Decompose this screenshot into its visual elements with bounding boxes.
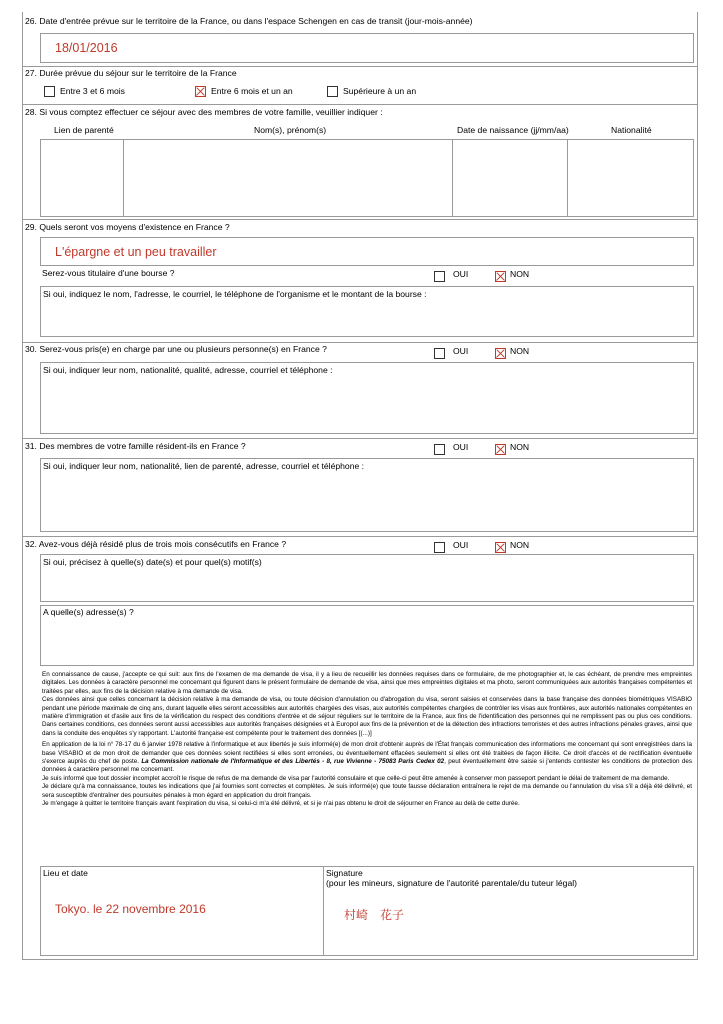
q28-col-relationship: Lien de parenté: [54, 125, 114, 135]
q31-no-checkbox[interactable]: [495, 444, 506, 455]
q27-option-over-1-year: Supérieure à un an: [343, 86, 417, 96]
legal-paragraph-cnil: [42, 741, 692, 775]
divider: [22, 66, 698, 67]
q30-no-checkbox[interactable]: [495, 348, 506, 359]
divider: [22, 219, 698, 220]
divider: [22, 342, 698, 343]
signature-value: 村崎 花子: [344, 908, 405, 922]
divider: [22, 536, 698, 537]
q31-details-label: Si oui, indiquer leur nom, nationalité, lien de parenté, adresse, courriel et téléphone :: [43, 461, 365, 471]
q28-col-name: Nom(s), prénom(s): [254, 125, 327, 135]
q28-cell-relationship[interactable]: [40, 139, 124, 217]
q29-scholarship-question: Serez-vous titulaire d'une bourse ?: [42, 268, 175, 278]
legal-text: En application de la loi n° 78-17 du 6 janvier 1978 relative à l'informatique et aux libertés je suis informé(e) de mon droit d'obtenir auprès de l'État français communication des informations me concernant qui sont enregistrées dans la base VISABIO et de mon droit de demander que ces données soient rectifiées si elles sont erronées, ou éventuellement effacées seulement si elles ont été traitées de façon illicite. Ce droit d'accès et de rectification éventuelle s'exerce auprès du chef de poste.: [42, 741, 692, 766]
legal-paragraph: En connaissance de cause, j'accepte ce qui suit: aux fins de l'examen de ma demande de visa, il y a lieu de recueillir les données requises dans ce formulaire, de me photographier et, le cas échéant, de prendre mes empreintes digitales. Les données à caractère personnel me concernant qui figurent dans le présent formulaire de demande de visa, ainsi que mes empreintes digitales et ma photo, seront communiquées aux autorités françaises compétentes et traitées par elles, aux fins de la décision relative à ma demande de visa.: [42, 671, 692, 695]
q31-yes-checkbox[interactable]: [434, 444, 445, 455]
q28-cell-birthdate[interactable]: [452, 139, 568, 217]
q29-label: 29. Quels seront vos moyens d'existence en France ?: [25, 222, 230, 232]
q32-label: 32. Avez-vous déjà résidé plus de trois mois consécutifs en France ?: [25, 539, 287, 549]
q27-checkbox-over-1-year[interactable]: [327, 86, 338, 97]
q29-means-value: L'épargne et un peu travailler: [55, 245, 217, 259]
q27-checkbox-3-6-months[interactable]: [44, 86, 55, 97]
q30-no-label: NON: [510, 346, 530, 356]
legal-notice: [42, 671, 692, 809]
q32-no-checkbox[interactable]: [495, 542, 506, 553]
q27-label: 27. Durée prévue du séjour sur le territoire de la France: [25, 68, 237, 78]
q32-no-label: NON: [510, 540, 530, 550]
q31-label: 31. Des membres de votre famille résident-ils en France ?: [25, 441, 246, 451]
q28-cell-name[interactable]: [123, 139, 453, 217]
q30-label: 30. Serez-vous pris(e) en charge par une ou plusieurs personne(s) en France ?: [25, 344, 327, 354]
q28-label: 28. Si vous comptez effectuer ce séjour avec des membres de votre famille, veuillier indiquer :: [25, 107, 383, 117]
q29-scholarship-details-label: Si oui, indiquez le nom, l'adresse, le courriel, le téléphone de l'organisme et le montant de la bourse :: [43, 289, 427, 299]
q30-yes-checkbox[interactable]: [434, 348, 445, 359]
q29-no-checkbox[interactable]: [495, 271, 506, 282]
q32-address-label: A quelle(s) adresse(s) ?: [43, 607, 134, 617]
q26-entry-date-field[interactable]: [40, 33, 694, 63]
place-date-label: Lieu et date: [43, 868, 88, 878]
q32-dates-reasons-label: Si oui, précisez à quelle(s) date(s) et pour quel(s) motif(s): [43, 557, 262, 567]
q32-address-field[interactable]: [40, 605, 694, 666]
q30-yes-label: OUI: [453, 346, 469, 356]
q26-label: 26. Date d'entrée prévue sur le territoire de la France, ou dans l'espace Schengen en cas de transit (jour-mois-année): [25, 16, 473, 26]
q32-yes-label: OUI: [453, 540, 469, 550]
divider: [22, 104, 698, 105]
q31-no-label: NON: [510, 442, 530, 452]
legal-paragraph: Je déclare qu'à ma connaissance, toutes les indications que j'ai fournies sont correctes et complètes. Je suis informé(e) que toute fausse déclaration entraînera le rejet de ma demande ou l'annulation du visa s'il a déjà été délivré, et sera susceptible d'entraîner des poursuites pénales à mon égard en application du droit français.: [42, 783, 692, 799]
legal-paragraph: Ces données ainsi que celles concernant la décision relative à ma demande de visa, ou toute décision d'annulation ou d'abrogation du visa, seront saisies et conservées dans la base française des données biométriques VISABIO pendant une période maximale de cinq ans, durant laquelle elles seront accessibles aux autorités chargées des visas, aux autorités compétentes chargées de contrôler les visas aux frontières, aux autorités nationales compétentes en matière d'immigration et d'asile aux fins de la vérification du respect des conditions d'entrée et de séjour réguliers sur le territoire de la France, aux fins de l'identification des personnes qui ne remplissent pas ou plus ces conditions. Dans certaines conditions, ces données seront aussi accessibles aux autorités françaises désignées et à Europol aux fins de la prévention et de la détection des infractions terroristes et des autres infractions pénales graves, ainsi que dans la conduite des enquêtes s'y rapportant. L'autorité française est compétente pour le traitement des données [(...)]: [42, 696, 692, 737]
q27-option-3-6-months: Entre 3 et 6 mois: [60, 86, 125, 96]
signature-label: Signature: [326, 868, 363, 878]
q29-no-label: NON: [510, 269, 530, 279]
q28-cell-nationality[interactable]: [567, 139, 694, 217]
q28-col-nationality: Nationalité: [611, 125, 652, 135]
signature-sub-label: (pour les mineurs, signature de l'autorité parentale/du tuteur légal): [326, 878, 578, 888]
divider: [22, 438, 698, 439]
q29-yes-label: OUI: [453, 269, 469, 279]
legal-paragraph: Je m'engage à quitter le territoire français avant l'expiration du visa, si celui-ci m'a été délivré, et si je n'ai pas obtenu le droit de séjourner en France au delà de cette durée.: [42, 800, 520, 808]
place-date-value: Tokyo. le 22 novembre 2016: [55, 902, 206, 916]
q32-yes-checkbox[interactable]: [434, 542, 445, 553]
q28-col-birthdate: Date de naissance (jj/mm/aa): [457, 125, 569, 135]
q29-yes-checkbox[interactable]: [434, 271, 445, 282]
q27-checkbox-6-months-1-year[interactable]: [195, 86, 206, 97]
q30-details-label: Si oui, indiquer leur nom, nationalité, qualité, adresse, courriel et téléphone :: [43, 365, 333, 375]
legal-text: , peut éventuellement être saisie si j'entends contester les conditions de protection des données à caractère personnel me concernant.: [42, 758, 693, 774]
legal-paragraph: Je suis informé que tout dossier incomplet accroît le risque de refus de ma demande de visa par l'autorité consulaire et que celle-ci peut être amenée à conserver mon passeport pendant le délai de traitement de ma demande.: [42, 774, 670, 782]
q27-option-6-months-1-year: Entre 6 mois et un an: [211, 86, 293, 96]
q26-entry-date-value: 18/01/2016: [55, 41, 118, 55]
cnil-address: La Commission nationale de l'Informatique et des Libertés - 8, rue Vivienne - 75083 Paris Cedex 02: [141, 758, 445, 766]
q31-yes-label: OUI: [453, 442, 469, 452]
